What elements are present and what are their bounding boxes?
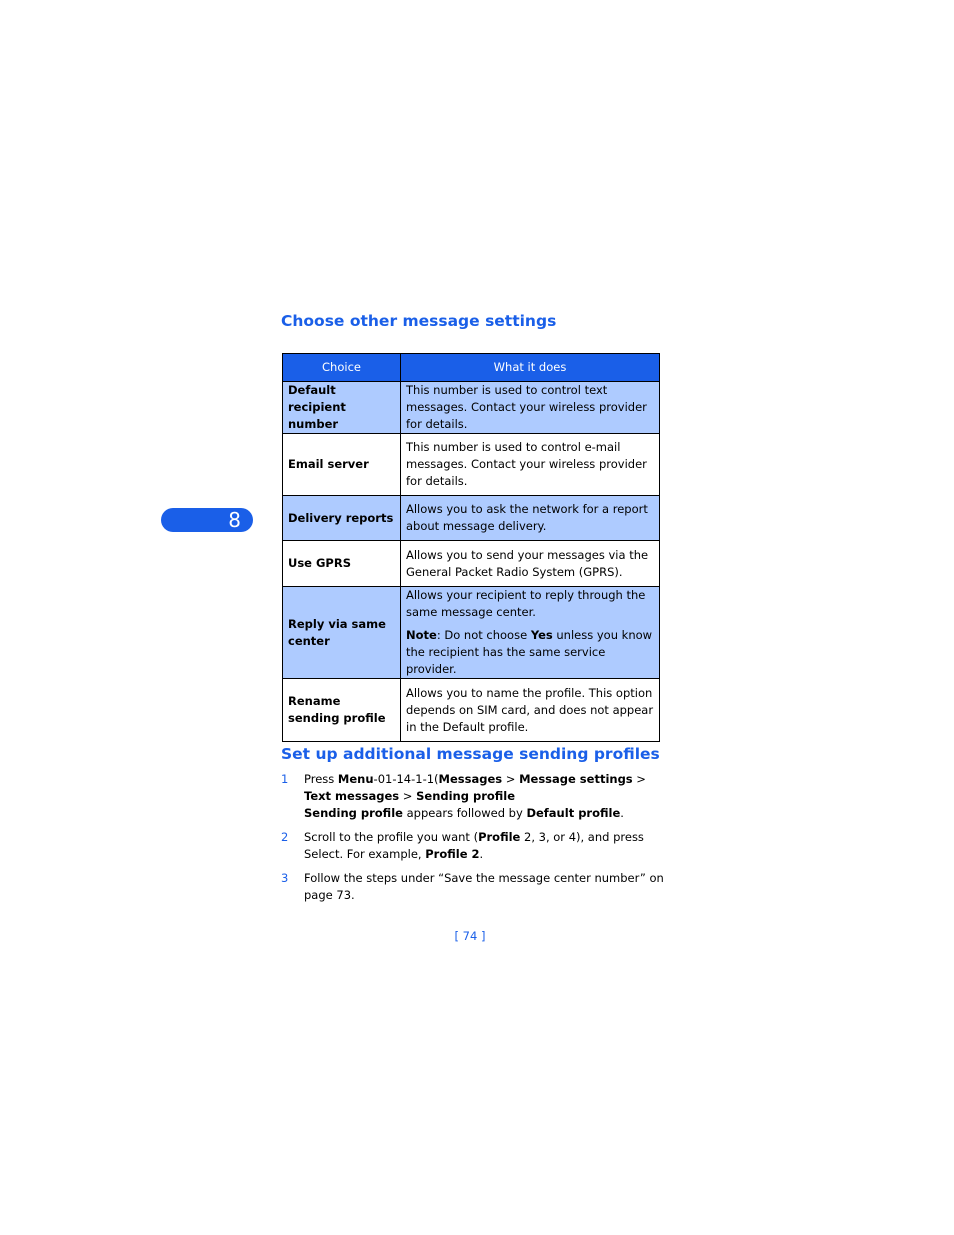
desc-cell: This number is used to control e-mail messages. Contact your wireless provider for details. — [401, 434, 660, 496]
table-header-row — [283, 354, 660, 382]
list-item: 3 Follow the steps under “Save the message center number” on page 73. — [281, 871, 664, 902]
page-number: [ 74 ] — [454, 929, 486, 943]
header-what-it-does: What it does — [401, 354, 660, 382]
desc-cell: Allows you to ask the network for a report about message delivery. — [401, 496, 660, 541]
step-number: 3 — [281, 871, 289, 885]
choice-cell: Default recipient number — [283, 382, 401, 434]
choice-cell: Email server — [283, 434, 401, 496]
table-row — [283, 434, 660, 496]
settings-table — [282, 353, 660, 742]
desc-text: Allows your recipient to reply through the same message center. — [406, 588, 646, 619]
section-title-message-settings: Choose other message settings — [281, 312, 557, 330]
table-row — [283, 541, 660, 587]
desc-cell — [401, 587, 660, 679]
choice-cell: Use GPRS — [283, 541, 401, 587]
choice-cell: Reply via same center — [283, 587, 401, 679]
table-row — [283, 679, 660, 742]
table-row — [283, 587, 660, 679]
step-number: 2 — [281, 830, 289, 844]
note-text: Note: Do not choose Yes unless you know the recipient has the same service provider. — [406, 628, 653, 676]
list-item: 2 Scroll to the profile you want (Profile 2, 3, or 4), and press Select. For example, Profile 2. — [281, 830, 644, 861]
desc-cell: Allows you to send your messages via the General Packet Radio System (GPRS). — [401, 541, 660, 587]
chapter-tab: 8 — [161, 508, 253, 532]
choice-cell: Rename sending profile — [283, 679, 401, 742]
desc-cell: This number is used to control text messages. Contact your wireless provider for details. — [401, 382, 660, 434]
header-choice: Choice — [283, 354, 401, 382]
table-row — [283, 382, 660, 434]
note-label: Note — [406, 628, 437, 642]
step-number: 1 — [281, 772, 289, 786]
desc-cell: Allows you to name the profile. This option depends on SIM card, and does not appear in the Default profile. — [401, 679, 660, 742]
section-title-sending-profiles: Set up additional message sending profiles — [281, 745, 660, 763]
steps-list — [281, 771, 671, 911]
list-item: 1 Press Menu-01-14-1-1(Messages > Message settings > Text messages > Sending profile Sending profile appears followed by Default profile. — [281, 772, 646, 820]
table-row — [283, 496, 660, 541]
choice-cell: Delivery reports — [283, 496, 401, 541]
